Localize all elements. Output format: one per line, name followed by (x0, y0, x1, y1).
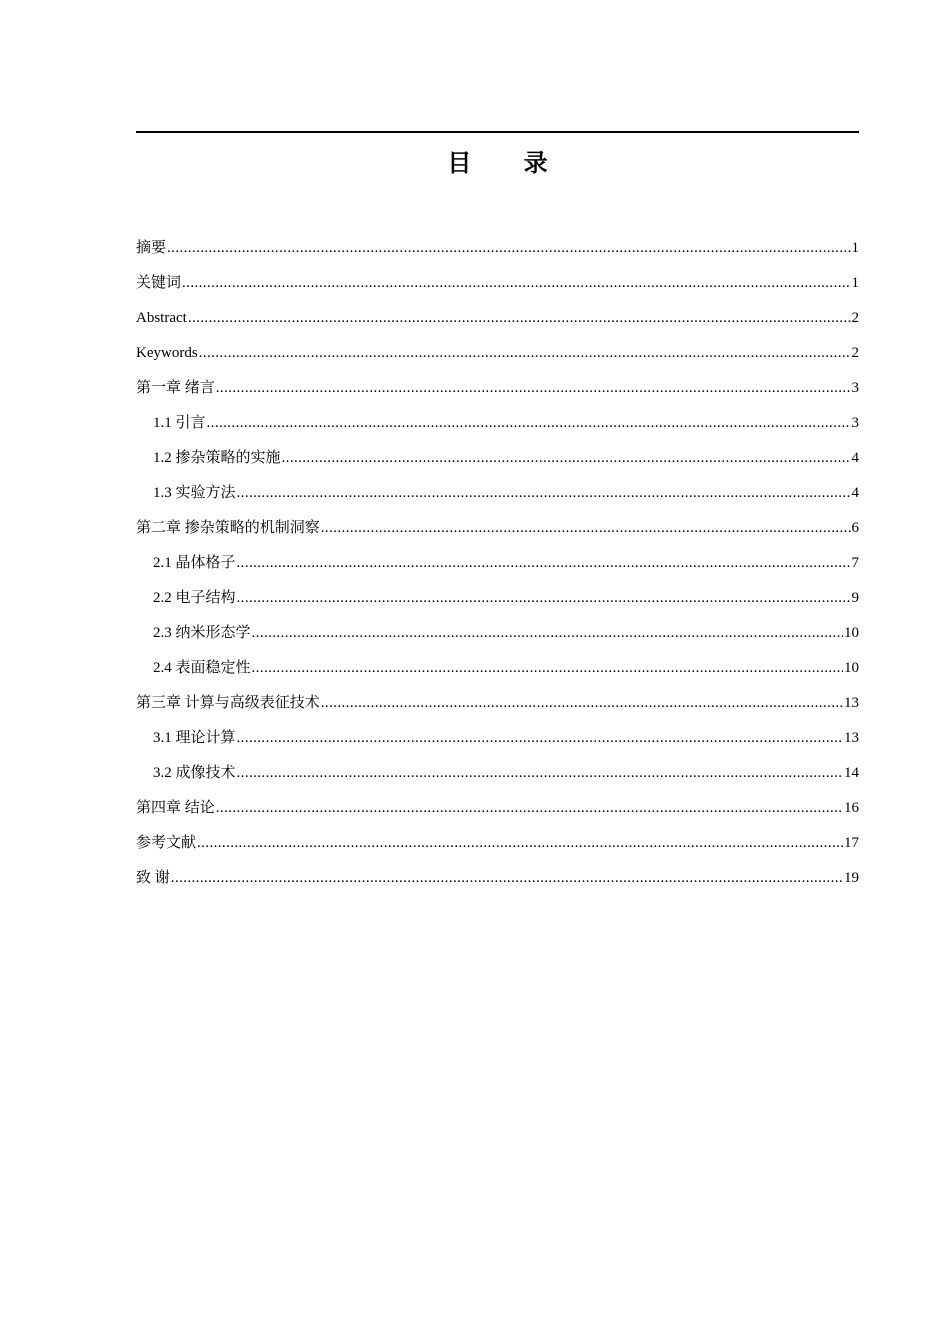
dot-leader (171, 866, 843, 890)
dot-leader (237, 586, 851, 610)
toc-entry-page: 1 (851, 240, 859, 256)
dot-leader (237, 726, 843, 750)
toc-entry[interactable] (136, 621, 859, 656)
dot-leader (197, 831, 843, 855)
dot-leader (182, 271, 850, 295)
toc-entry-page: 3 (851, 415, 859, 431)
toc-entry[interactable] (136, 726, 859, 761)
dot-leader (188, 306, 851, 330)
toc-entry-label: 第二章 掺杂策略的机制洞察 (136, 520, 320, 536)
toc-entry-page: 13 (844, 695, 859, 711)
toc-entry-label: 1.1 引言 (153, 415, 206, 431)
toc-entry-page: 2 (851, 310, 859, 326)
toc-entry-page: 13 (844, 730, 859, 746)
toc-entry-label: 摘要 (136, 240, 167, 256)
dot-leader (237, 761, 843, 785)
toc-entry-page: 1 (851, 275, 859, 291)
toc-entry[interactable] (136, 796, 859, 831)
toc-entry-label: 第三章 计算与高级表征技术 (136, 695, 320, 711)
toc-entry[interactable] (136, 341, 859, 376)
toc-entry-page: 10 (844, 625, 859, 641)
header-rule (136, 131, 859, 133)
toc-entry[interactable] (136, 831, 859, 866)
toc-entry-label: 参考文献 (136, 835, 197, 851)
toc-entry[interactable] (136, 516, 859, 551)
toc-entry-label: 3.2 成像技术 (153, 765, 236, 781)
toc-entry-label: 致 谢 (136, 870, 170, 886)
dot-leader (321, 691, 843, 715)
toc-entry[interactable] (136, 656, 859, 691)
toc-entry[interactable] (136, 271, 859, 306)
dot-leader (167, 236, 850, 260)
toc-entry[interactable] (136, 691, 859, 726)
toc-entry-page: 6 (851, 520, 859, 536)
toc-entry-label: 3.1 理论计算 (153, 730, 236, 746)
toc-entry[interactable] (136, 236, 859, 271)
toc-list (136, 236, 859, 901)
toc-entry-label: 1.3 实验方法 (153, 485, 236, 501)
toc-entry-label: 2.2 电子结构 (153, 590, 236, 606)
toc-entry[interactable] (136, 306, 859, 341)
dot-leader (237, 481, 851, 505)
toc-entry-label: 第四章 结论 (136, 800, 215, 816)
dot-leader (207, 411, 851, 435)
dot-leader (237, 551, 851, 575)
toc-entry-label: 2.3 纳米形态学 (153, 625, 251, 641)
toc-entry-page: 4 (851, 450, 859, 466)
toc-entry-page: 2 (851, 345, 859, 361)
toc-entry-label: Abstract (136, 310, 187, 326)
dot-leader (321, 516, 851, 540)
toc-title: 目 录 (447, 149, 570, 177)
dot-leader (252, 656, 843, 680)
dot-leader (252, 621, 843, 645)
dot-leader (216, 376, 851, 400)
toc-entry-page: 14 (844, 765, 859, 781)
toc-entry-page: 17 (844, 835, 859, 851)
toc-entry-page: 19 (844, 870, 859, 886)
toc-entry-page: 9 (851, 590, 859, 606)
toc-entry[interactable] (136, 761, 859, 796)
toc-entry[interactable] (136, 411, 859, 446)
toc-entry[interactable] (136, 446, 859, 481)
toc-entry[interactable] (136, 376, 859, 411)
toc-entry-page: 3 (851, 380, 859, 396)
toc-entry-page: 4 (851, 485, 859, 501)
toc-entry[interactable] (136, 551, 859, 586)
toc-entry-label: 1.2 掺杂策略的实施 (153, 450, 281, 466)
toc-entry-label: 关键词 (136, 275, 182, 291)
toc-entry[interactable] (136, 586, 859, 621)
toc-entry-page: 16 (844, 800, 859, 816)
toc-entry[interactable] (136, 481, 859, 516)
toc-entry-page: 7 (851, 555, 859, 571)
toc-entry-label: 2.4 表面稳定性 (153, 660, 251, 676)
toc-entry-label: Keywords (136, 345, 198, 361)
dot-leader (282, 446, 851, 470)
toc-entry-label: 第一章 绪言 (136, 380, 215, 396)
dot-leader (216, 796, 843, 820)
toc-entry-page: 10 (844, 660, 859, 676)
toc-entry-label: 2.1 晶体格子 (153, 555, 236, 571)
toc-entry[interactable] (136, 866, 859, 901)
dot-leader (199, 341, 851, 365)
